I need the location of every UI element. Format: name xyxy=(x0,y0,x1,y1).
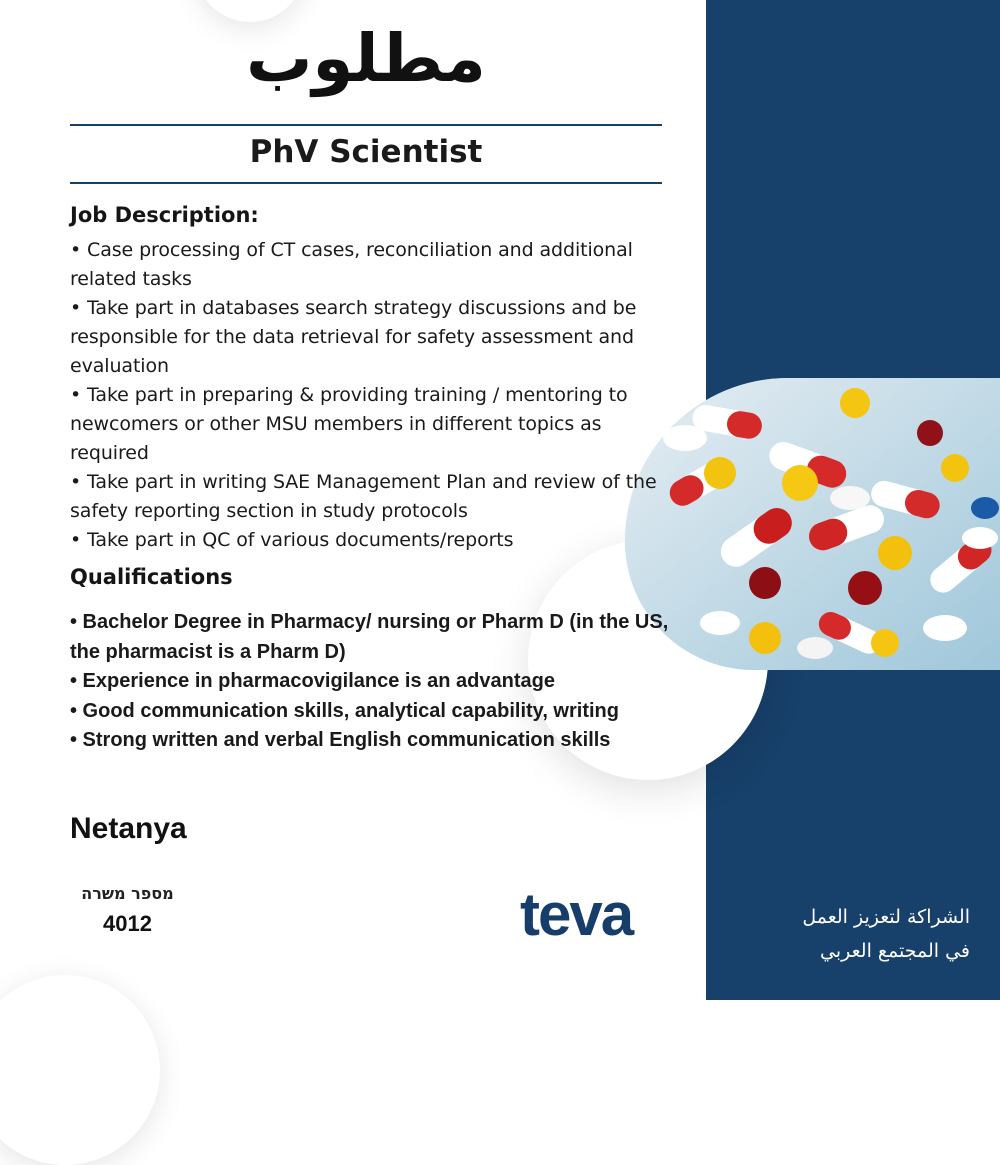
list-item: • Strong written and verbal English communication skills xyxy=(70,729,611,751)
job-description-heading: Job Description: xyxy=(70,203,259,227)
list-item: • Case processing of CT cases, reconciliation and additional related tasks xyxy=(70,239,633,290)
divider-top xyxy=(70,124,662,126)
list-item: • Experience in pharmacovigilance is an advantage xyxy=(70,670,555,692)
pills-photo xyxy=(625,378,1000,670)
job-number-label: מספר משרה xyxy=(81,884,174,903)
list-item: • Good communication skills, analytical capability, writing xyxy=(70,699,619,722)
arabic-tagline xyxy=(720,900,970,968)
arabic-tagline-line1: الشراكة لتعزيز العمل xyxy=(802,906,970,928)
list-item: • Take part in databases search strategy discussions and be responsible for the data retrieval for safety assessment and evaluation xyxy=(70,297,637,377)
teva-logo: teva xyxy=(520,881,633,948)
divider-bottom xyxy=(70,182,662,184)
qualifications-heading: Qualifications xyxy=(70,565,233,589)
job-location: Netanya xyxy=(70,812,187,845)
arabic-tagline-line2: في المجتمع العربي xyxy=(820,940,970,962)
decorative-circle-bottom-left xyxy=(0,975,160,1165)
pills-illustration xyxy=(625,378,1000,670)
list-item: • Take part in writing SAE Management Plan and review of the safety reporting section in study protocols xyxy=(70,471,657,522)
list-item: • Bachelor Degree in Pharmacy/ nursing or Pharm D (in the US, the pharmacist is a Pharm D) xyxy=(70,611,669,663)
job-title: PhV Scientist xyxy=(249,134,483,170)
job-number: 4012 xyxy=(103,911,152,936)
job-description-list xyxy=(70,236,670,555)
list-item: • Take part in QC of various documents/reports xyxy=(70,529,514,551)
page-title-arabic: مطلوب xyxy=(246,20,486,97)
qualifications-list xyxy=(70,608,670,756)
list-item: • Take part in preparing & providing training / mentoring to newcomers or other MSU members in different topics as required xyxy=(70,384,628,464)
decorative-circle-top xyxy=(195,0,305,22)
